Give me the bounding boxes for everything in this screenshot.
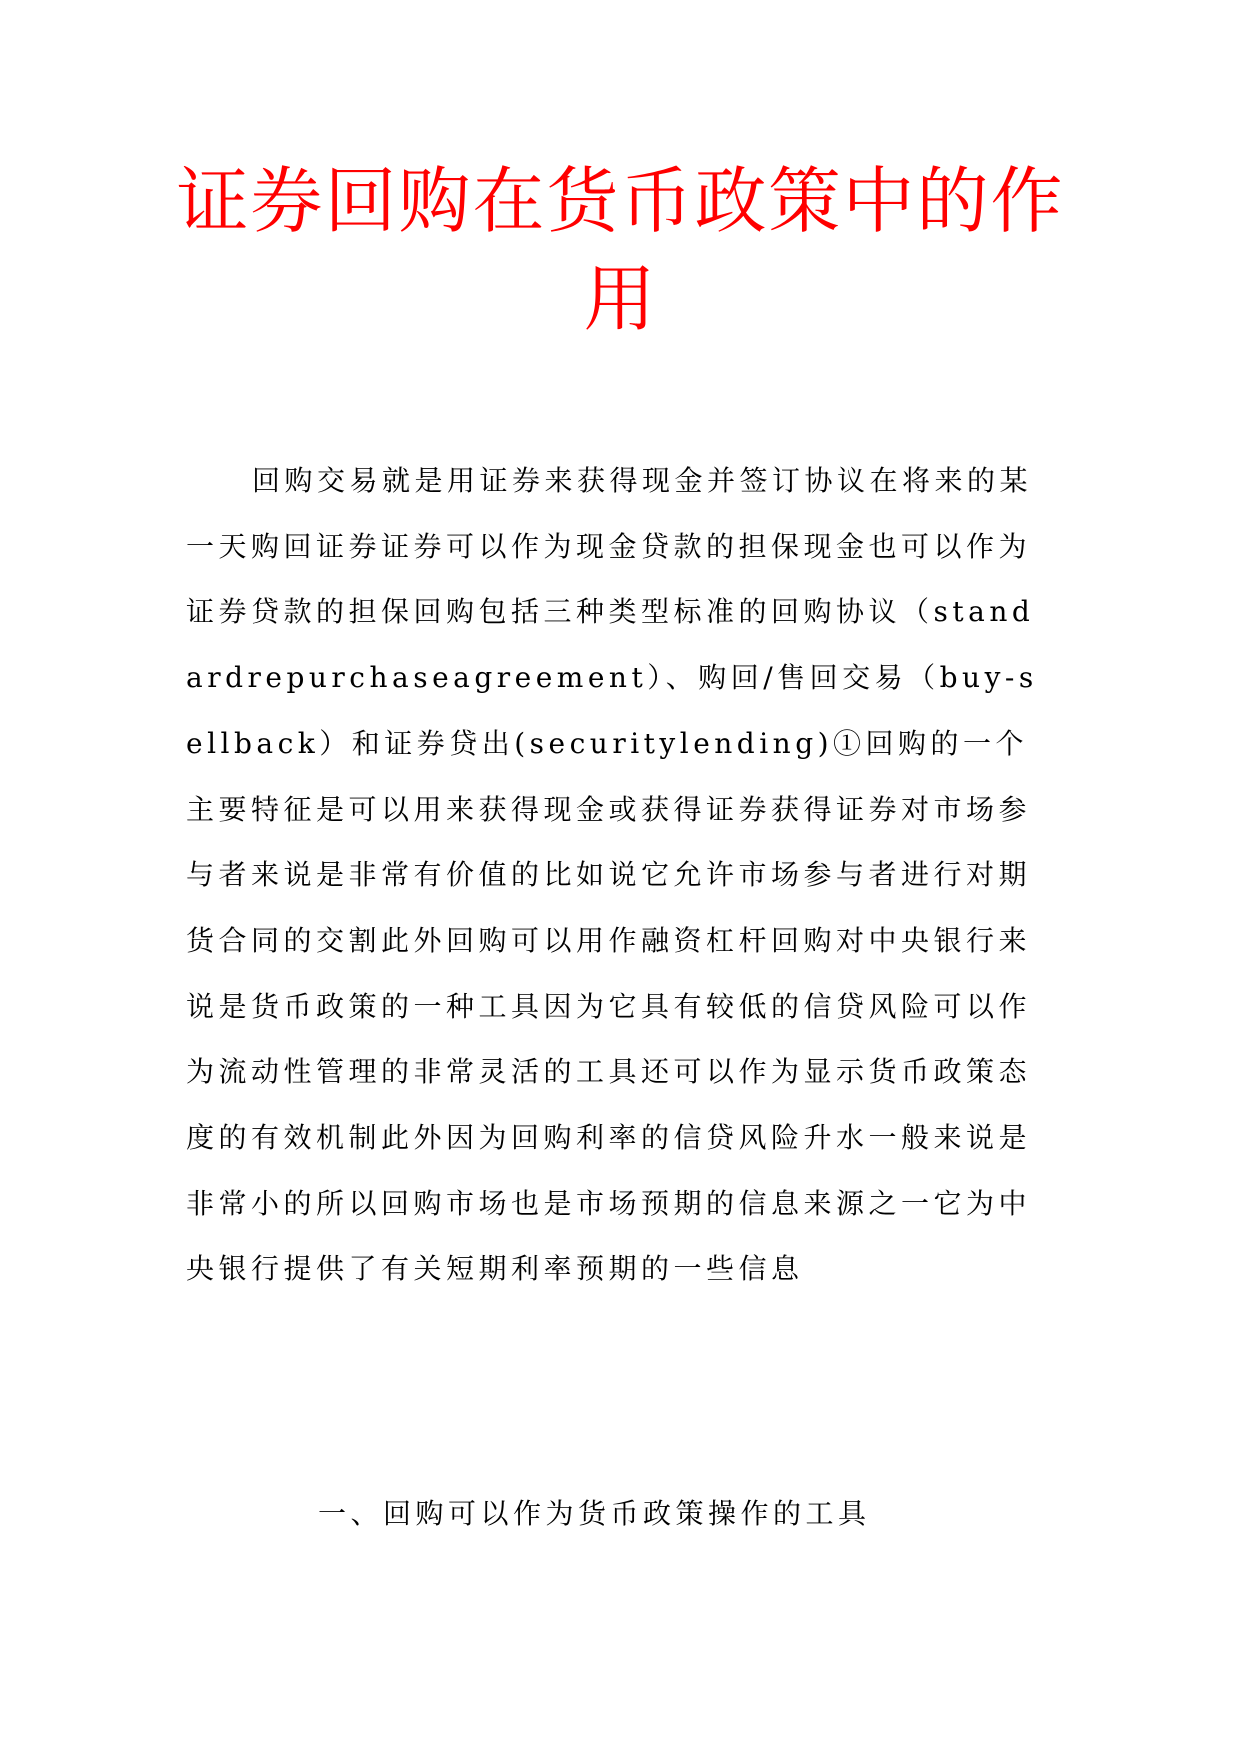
document-title: 证券回购在货币政策中的作用 — [176, 159, 1065, 341]
body-paragraph: 回购交易就是用证券来获得现金并签订协议在将来的某一天购回证券证券可以作为现金贷款的担保现金也可以作为证券贷款的担保回购包括三种类型标准的回购协议（standardrepurchaseagreement）、购回/售回交易（buy-sellback）和证券贷出(securitylending)①回购的一个主要特征是可以用来获得现金或获得证券获得证券对市场参与者来说是非常有价值的比如说它允许市场参与者进行对期货合同的交割此外回购可以用作融资杠杆回购对中央银行来说是货币政策的一种工具因为它具有较低的信贷风险可以作为流动性管理的非常灵活的工具还可以作为显示货币政策态度的有效机制此外因为回购利率的信贷风险升水一般来说是非常小的所以回购市场也是市场预期的信息来源之一它为中央银行提供了有关短期利率预期的一些信息 — [186, 464, 1038, 1286]
section-heading: 一、回购可以作为货币政策操作的工具 — [318, 1497, 871, 1530]
